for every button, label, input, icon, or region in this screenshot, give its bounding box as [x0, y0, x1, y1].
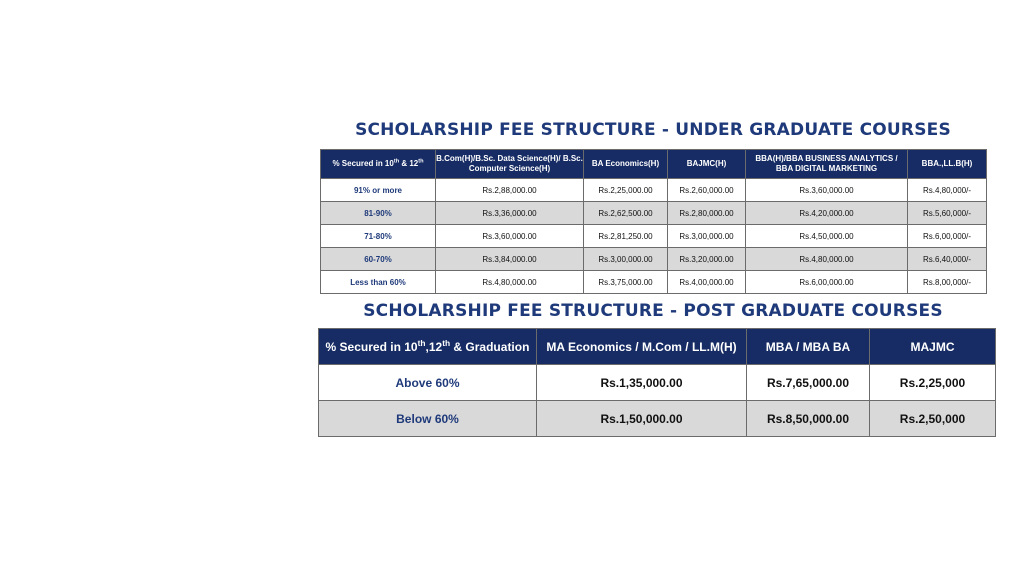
ug-header-bcom: B.Com(H)/B.Sc. Data Science(H)/ B.Sc. Computer Science(H): [436, 150, 584, 179]
table-cell: Rs.3,75,000.00: [584, 271, 668, 294]
table-cell: Rs.4,80,000.00: [746, 248, 908, 271]
table-cell: Rs.2,81,250.00: [584, 225, 668, 248]
ug-table-title: SCHOLARSHIP FEE STRUCTURE - UNDER GRADUATE COURSES: [355, 120, 951, 140]
table-cell: Rs.3,84,000.00: [436, 248, 584, 271]
row-label: 60-70%: [321, 248, 436, 271]
row-label: 71-80%: [321, 225, 436, 248]
ug-header-criteria: % Secured in 10th & 12th: [321, 150, 436, 179]
row-label: Below 60%: [319, 401, 537, 437]
table-cell: Rs.1,50,000.00: [537, 401, 747, 437]
table-cell: Rs.3,60,000.00: [436, 225, 584, 248]
table-cell: Rs.4,80,000.00: [436, 271, 584, 294]
row-label: Less than 60%: [321, 271, 436, 294]
table-cell: Rs.3,36,000.00: [436, 202, 584, 225]
table-cell: Rs.4,50,000.00: [746, 225, 908, 248]
pg-header-ma-economics: MA Economics / M.Com / LL.M(H): [537, 329, 747, 365]
pg-header-criteria: % Secured in 10th,12th & Graduation: [319, 329, 537, 365]
table-cell: Rs.6,00,000/-: [908, 225, 987, 248]
table-row: [321, 179, 987, 202]
table-cell: Rs.8,50,000.00: [747, 401, 870, 437]
table-cell: Rs.6,00,000.00: [746, 271, 908, 294]
table-cell: Rs.2,80,000.00: [668, 202, 746, 225]
table-cell: Rs.5,60,000/-: [908, 202, 987, 225]
ug-header-bajmc: BAJMC(H): [668, 150, 746, 179]
table-cell: Rs.3,60,000.00: [746, 179, 908, 202]
ug-header-bba-llb: BBA.,LL.B(H): [908, 150, 987, 179]
pg-header-majmc: MAJMC: [870, 329, 996, 365]
ug-header-row: [321, 150, 987, 179]
pg-header-mba: MBA / MBA BA: [747, 329, 870, 365]
table-cell: Rs.1,35,000.00: [537, 365, 747, 401]
row-label: 81-90%: [321, 202, 436, 225]
table-cell: Rs.7,65,000.00: [747, 365, 870, 401]
table-cell: Rs.3,20,000.00: [668, 248, 746, 271]
table-row: [321, 271, 987, 294]
row-label: Above 60%: [319, 365, 537, 401]
table-cell: Rs.2,60,000.00: [668, 179, 746, 202]
ug-fee-table: [320, 149, 987, 294]
pg-header-row: [319, 329, 996, 365]
table-row: [319, 365, 996, 401]
table-cell: Rs.4,80,000/-: [908, 179, 987, 202]
table-row: [321, 202, 987, 225]
table-cell: Rs.2,88,000.00: [436, 179, 584, 202]
table-cell: Rs.6,40,000/-: [908, 248, 987, 271]
table-cell: Rs.4,20,000.00: [746, 202, 908, 225]
row-label: 91% or more: [321, 179, 436, 202]
table-row: [319, 401, 996, 437]
table-cell: Rs.2,25,000: [870, 365, 996, 401]
table-row: [321, 225, 987, 248]
table-cell: Rs.2,62,500.00: [584, 202, 668, 225]
pg-fee-table: [318, 328, 996, 437]
table-cell: Rs.3,00,000.00: [584, 248, 668, 271]
ug-header-bba: BBA(H)/BBA BUSINESS ANALYTICS / BBA DIGITAL MARKETING: [746, 150, 908, 179]
table-cell: Rs.2,25,000.00: [584, 179, 668, 202]
ug-header-ba-economics: BA Economics(H): [584, 150, 668, 179]
table-row: [321, 248, 987, 271]
table-cell: Rs.4,00,000.00: [668, 271, 746, 294]
table-cell: Rs.3,00,000.00: [668, 225, 746, 248]
pg-table-title: SCHOLARSHIP FEE STRUCTURE - POST GRADUATE COURSES: [363, 301, 943, 321]
table-cell: Rs.8,00,000/-: [908, 271, 987, 294]
table-cell: Rs.2,50,000: [870, 401, 996, 437]
